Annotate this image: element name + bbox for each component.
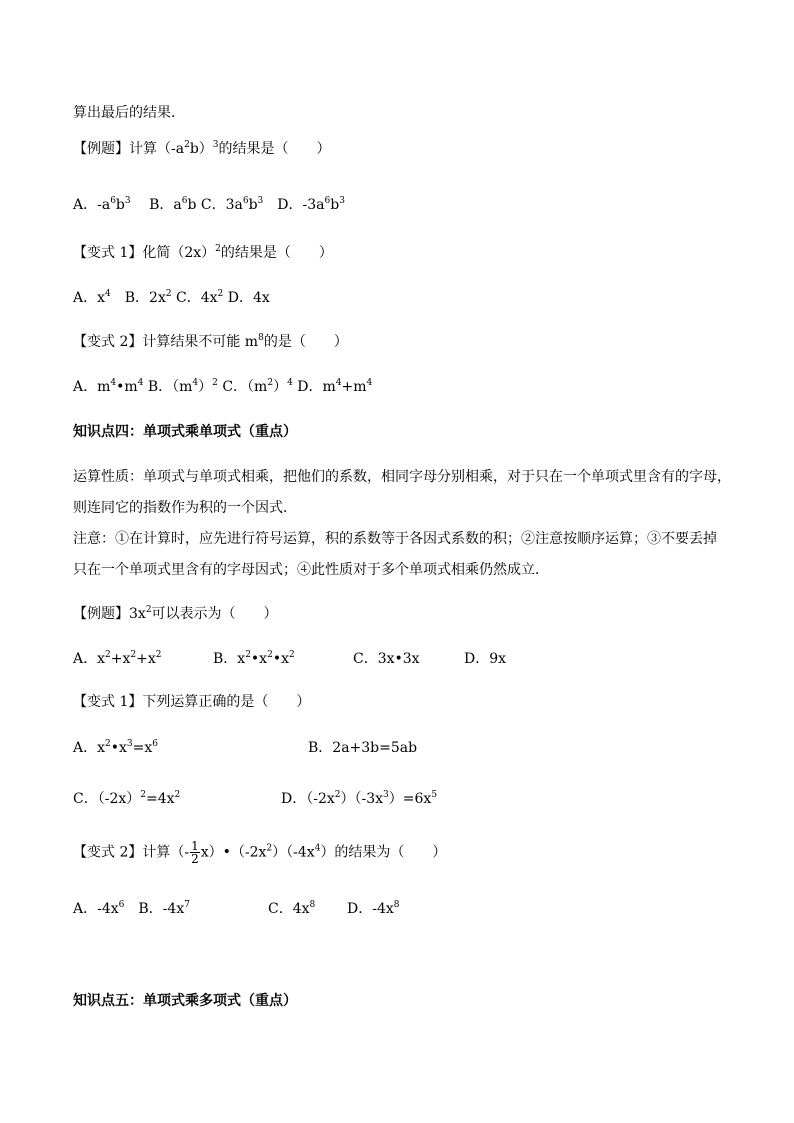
- text-line: 只在一个单项式里含有的字母因式；④此性质对于多个单项式相乘仍然成立．: [73, 562, 549, 578]
- answer-options: A．$m^4•m^4$ B．$(m^4)^2$ C．$(m^2)^4$ D．$m^4+m^4$: [73, 378, 373, 395]
- answer-option: A．$x^2•x^3=x^6$: [73, 739, 159, 756]
- variant-question: 【变式 2】计算结果不可能 $m^8$的是（ ）: [73, 333, 348, 350]
- answer-option: C．3x•3x: [353, 651, 420, 667]
- answer-option: C．$(-2x)^2=4x^2$: [73, 790, 181, 807]
- answer-option: D．$(-2x^2)(-3x^3)=6x^5$: [281, 790, 438, 807]
- text-line: 算出最后的结果．: [73, 105, 185, 121]
- example-question: 【例题】$3x^2$可以表示为（ ）: [73, 605, 278, 622]
- answer-options: A．$x^2+x^2+x^2$: [73, 650, 162, 667]
- section-heading: 知识点五：单项式乘多项式（重点）: [73, 993, 297, 1009]
- example-question: 【例题】计算$(-a^2b)^3$的结果是（ ）: [73, 140, 331, 157]
- variant-question: 【变式 2】计算（- $\frac{1}{2}$ $x)•(-2x^2)(-4x^4)$的结果为（ ）: [73, 839, 447, 866]
- answer-option: D．$-4x^8$: [347, 900, 400, 917]
- fraction: $\frac{1}{2}$: [191, 839, 199, 866]
- variant-question: 【变式 1】化简$(2x)^2$的结果是（ ）: [73, 244, 333, 261]
- answer-options: A．$x^4$ B．$2x^2$ C．$4x^2$ D．4x: [73, 289, 270, 306]
- answer-option: B．2a+3b=5ab: [308, 740, 418, 756]
- answer-option: D．9x: [464, 651, 507, 667]
- section-heading: 知识点四：单项式乘单项式（重点）: [73, 424, 297, 440]
- variant-question: 【变式 1】下列运算正确的是（ ）: [73, 694, 311, 710]
- answer-options: A．$-a^6b^3$ B．$a^6b$ C．$3a^6b^3$ D．$-3a^6b^3$: [73, 196, 345, 213]
- answer-options: A．$-4x^6$ B．$-4x^7$: [73, 900, 190, 917]
- text-line: 则连同它的指数作为积的一个因式．: [73, 500, 297, 516]
- answer-option: B．$x^2•x^2•x^2$: [213, 650, 295, 667]
- answer-option: C．$4x^8$: [268, 900, 316, 917]
- text-line: 运算性质：单项式与单项式相乘，把他们的系数，相同字母分别相乘，对于只在一个单项式里含有的字母，: [73, 469, 731, 485]
- text-line: 注意：①在计算时，应先进行符号运算，积的系数等于各因式系数的积；②注意按顺序运算；③不要丢掉: [73, 531, 717, 547]
